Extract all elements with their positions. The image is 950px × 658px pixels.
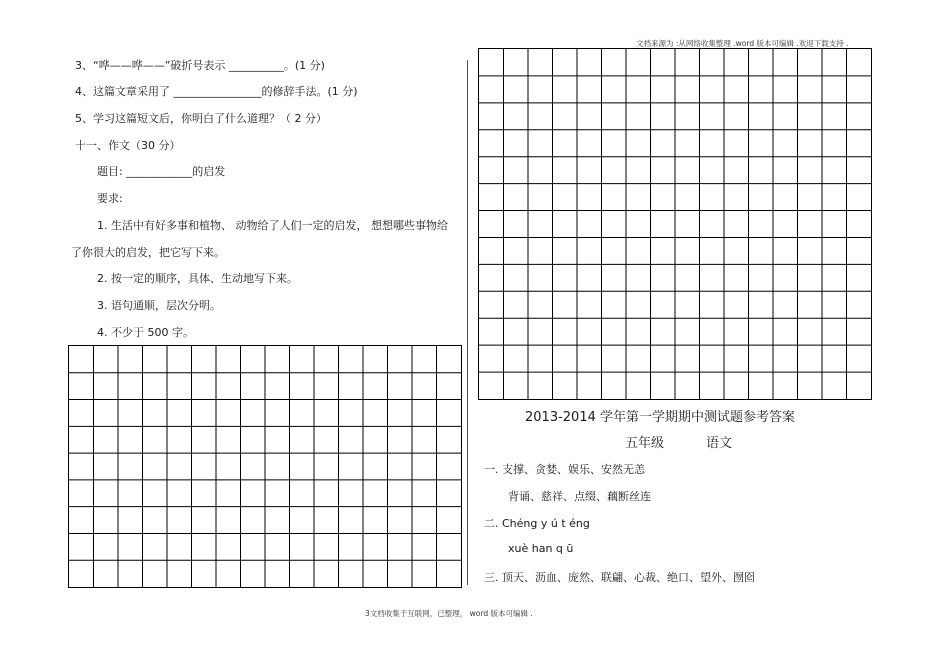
left-grid-lines — [69, 346, 461, 587]
essay-topic: 题目: ____________的启发 — [97, 165, 226, 178]
column-divider — [467, 60, 468, 585]
footer-note: 3文档收集于互联网，已整理， word 版本可编辑 . — [365, 609, 533, 618]
right-writing-grid — [478, 48, 872, 400]
requirement-2: 2. 按一定的顺序，具体、生动地写下来。 — [97, 272, 298, 285]
requirement-1-line1: 1. 生活中有好多事和植物、 动物给了人们一定的启发， 想想哪些事物给 — [97, 219, 448, 232]
answer-3-line1: 三. 顶天、沥血、庞然、联翩、心裁、绝口、望外、囫囵 — [484, 571, 755, 584]
requirement-1-line2: 了你很大的启发，把它写下来。 — [71, 246, 225, 259]
answer-grade: 五年级 — [625, 436, 665, 451]
right-grid-lines — [479, 49, 871, 399]
answer-subject: 语文 — [706, 436, 733, 451]
answer-2-line1: 二. Chéng y ú t éng — [484, 517, 590, 530]
answer-title: 2013-2014 学年第一学期期中测试题参考答案 — [525, 410, 795, 425]
answer-1-line2: 背诵、慈祥、点缀、藕断丝连 — [508, 490, 651, 503]
requirement-4: 4. 不少于 500 字。 — [97, 326, 194, 339]
question-5: 5、学习这篇短文后，你明白了什么道理？（ 2 分） — [75, 112, 327, 125]
requirements-label: 要求: — [97, 192, 123, 205]
source-note: 文档来源为 :从网络收集整理 .word 版本可编辑 .欢迎下载支持 . — [636, 39, 849, 48]
answer-2-line2: xuè han q ū — [508, 542, 574, 555]
question-4: 4、这篇文章采用了 ________________的修辞手法。(1 分) — [75, 85, 358, 98]
question-3: 3、“哗——哗——”破折号表示 __________。(1 分) — [75, 59, 325, 72]
answer-1-line1: 一. 支撑、贪婪、娱乐、安然无恙 — [484, 463, 645, 476]
requirement-3: 3. 语句通顺，层次分明。 — [97, 299, 221, 312]
section-11-heading: 十一、作文（30 分） — [75, 139, 181, 152]
left-writing-grid — [68, 345, 462, 588]
